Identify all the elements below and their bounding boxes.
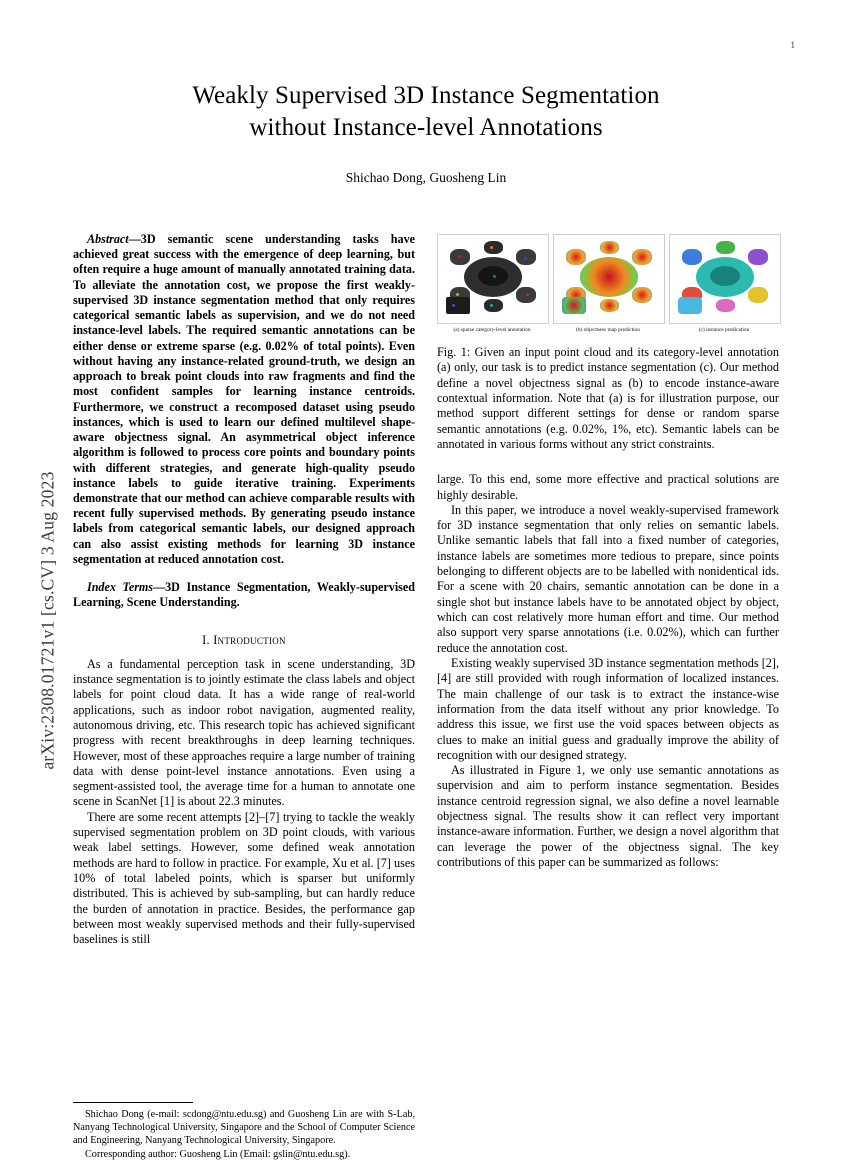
paper-content <box>73 70 779 1162</box>
section-heading-introduction <box>73 633 415 648</box>
figure-panel-b-caption: (b) objectness map prediction <box>576 327 640 333</box>
page-number: 1 <box>790 40 795 50</box>
footnote-1: Shichao Dong (e-mail: scdong@ntu.edu.sg) and Guosheng Lin are with S-Lab, Nanyang Technological University, Singapore and the School of Computer Science and Engineering, Nanyang Technological University, Singapore. <box>73 1109 415 1146</box>
footnote-block <box>73 1092 415 1162</box>
figure-panel-b <box>553 234 663 333</box>
figure-panel-a-image <box>437 234 549 324</box>
footnote-rule <box>73 1102 193 1103</box>
figure-1-caption-body: Given an input point cloud and its category-level annotation (a) only, our task is to predict instance segmentation (c). Our method define a novel objectness signal as (b) to encode instance-aware contextual information. Note that (a) is for illustration purpose, our method support different settings for dense or random sparse semantic annotations (e.g. 0.02%, 1%, etc). Semantic labels can be annotated in various forms without any strict constraints. <box>437 345 779 451</box>
two-column-body <box>73 232 779 1162</box>
title-line-2: without Instance-level Annotations <box>249 114 603 141</box>
page-title <box>73 80 779 144</box>
right-paragraph-2: In this paper, we introduce a novel weakly-supervised framework for 3D instance segmentation that only relies on semantic labels. Unlike semantic labels that fall into a fixed number of categories, instance labels are sometimes more tedious to prepare, since points belonging to different objects are to be labelled with nonidentical ids. For a scene with 20 chairs, semantic annotation can be done in a single shot but instance labels have to be annotated object by object, which can cost relatively more human effort and time. Our method also support very sparse annotations (i.e. 0.02%), which can further reduce the annotation cost. <box>437 502 779 655</box>
index-terms-label: Index Terms <box>87 580 154 595</box>
index-terms-dash: — <box>153 580 166 595</box>
authors: Shichao Dong, Guosheng Lin <box>345 170 507 185</box>
index-terms-body: 3D Instance Segmentation, Weakly-supervised Learning, Scene Understanding. <box>73 580 415 610</box>
abstract-label: Abstract <box>87 232 129 246</box>
left-column <box>73 232 415 1162</box>
intro-paragraph-1: As a fundamental perception task in scene understanding, 3D instance segmentation is to jointly estimate the class labels and object labels for point cloud data. It has a wide range of real-world applications, such as indoor robot navigation, augmented reality, autonomous driving, etc. This research topic has achieved significant progress with recent breakthroughs in deep learning techniques. However, most of these approaches require a large number of training data with dense point-level instance annotations. Even using a segment-assisted tool, the average time for a human to annotate one scene in ScanNet [1] is about 22.3 minutes. <box>73 656 415 809</box>
section-title: Introduction <box>213 632 286 647</box>
index-terms <box>73 580 415 610</box>
footnote-2: Corresponding author: Guosheng Lin (Email: gslin@ntu.edu.sg). <box>85 1149 351 1161</box>
figure-panel-c-image <box>669 234 781 324</box>
abstract-body: 3D semantic scene understanding tasks have achieved great success with the emergence of deep learning, but often require a huge amount of manually annotated training data. To alleviate the annotation cost, we propose the first weakly-supervised 3D instance segmentation method that only requires categorical semantic labels as supervision, and we do not need instance-level labels. The required semantic annotations can be either dense or extreme sparse (e.g. 0.02% of total points). Even without having any instance-related ground-truth, we design an approach to break point clouds into raw fragments and find the most confident samples for learning instance centroids. Furthermore, we construct a recomposed dataset using pseudo instances, which is used to learn our defined multilevel shape-aware objectness signal. An asymmetrical object inference algorithm is followed to process core points and boundary points with different strategies, and generate high-quality pseudo instance labels to guide iterative training. Experiments demonstrate that our method can achieve comparable results with recent fully supervised methods. By generating pseudo instance labels from categorical semantic labels, our designed approach can also assist existing methods for learning 3D instance segmentation at reduced annotation cost. <box>73 232 415 566</box>
figure-1-panels <box>437 234 779 333</box>
section-number: I. <box>202 632 210 647</box>
figure-1-caption-label: Fig. 1: <box>437 345 471 359</box>
right-column <box>437 232 779 1162</box>
figure-1-caption <box>437 345 779 452</box>
figure-panel-b-image <box>553 234 665 324</box>
figure-panel-a-caption: (a) sparse category-level annotation <box>453 327 531 333</box>
intro-paragraph-2: There are some recent attempts [2]–[7] trying to tackle the weakly supervised segmentation problem on 3D point clouds, with various weak label settings. However, some defined weak annotation methods are hard to follow in practice. For example, Xu et al. [7] uses 10% of total labeled points, which is sparser but uniformly distributed. This is achieved by sub-sampling, but can hardly reduce the burden of annotation in practice. Besides, the performance gap between most weakly supervised methods and their fully-supervised baselines is still <box>73 809 415 947</box>
title-line-1: Weakly Supervised 3D Instance Segmentation <box>192 82 660 109</box>
abstract-dash: — <box>128 232 141 246</box>
arxiv-stamp: arXiv:2308.01721v1 [cs.CV] 3 Aug 2023 <box>37 471 58 770</box>
right-paragraph-3: Existing weakly supervised 3D instance segmentation methods [2], [4] are still provided with rough information of localized instances. The main challenge of our task is to extract the instance-wise information from the data itself without any prior knowledge. To address this issue, we first use the void spaces between objects as clues to make an initial guess and gradually improve the ability of recognition with our designed strategy. <box>437 655 779 762</box>
right-paragraph-1: large. To this end, some more effective and practical solutions are highly desirable. <box>437 472 779 502</box>
figure-panel-a <box>437 234 547 333</box>
figure-panel-c <box>669 234 779 333</box>
figure-panel-c-caption: (c) instance predication <box>698 327 750 333</box>
abstract <box>73 232 415 567</box>
figure-1 <box>437 234 779 452</box>
right-paragraph-4: As illustrated in Figure 1, we only use semantic annotations as supervision and aim to perform instance segmentation. Besides instance centroid regression signal, we also define a novel learnable objectness signal. The results show it can reflect very important instance-aware information. Further, we design a novel algorithm that can leverage the power of the objectness signal. The key contributions of this paper can be summarized as follows: <box>437 763 779 869</box>
